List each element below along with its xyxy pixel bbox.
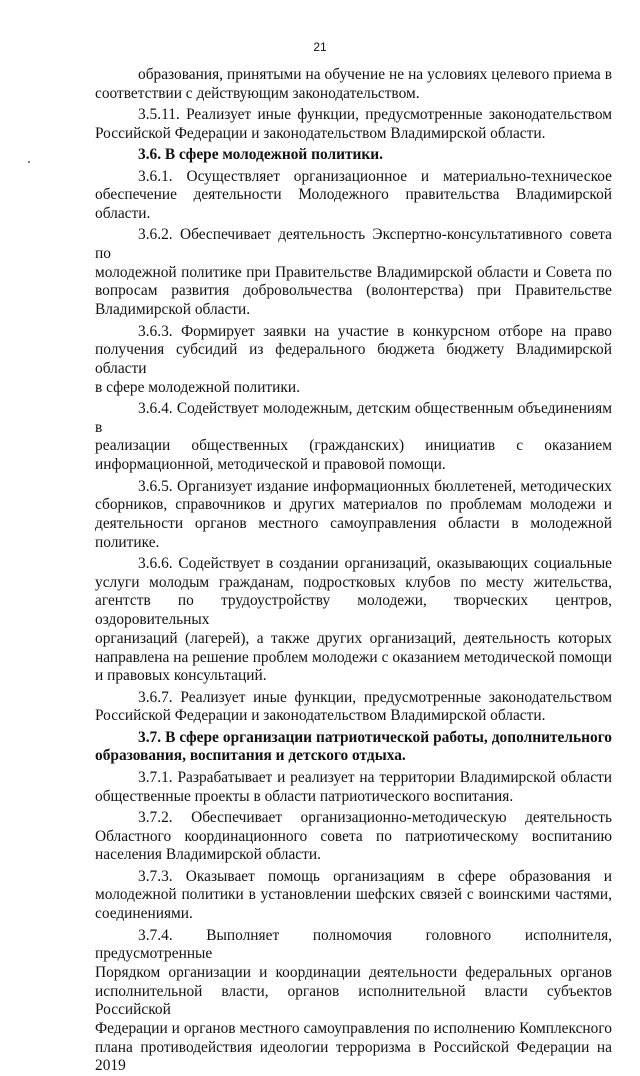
- paragraph-line: Федерации и органов местного самоуправления по исполнению Комплексного: [95, 1020, 612, 1038]
- paragraph-line: молодежной политики в установлении шефских связей с воинскими частями,: [95, 886, 612, 904]
- paragraph-line: получения субсидий из федерального бюджета бюджету Владимирской области: [95, 341, 612, 377]
- paragraph-line: Порядком организации и координации деятельности федеральных органов: [95, 963, 612, 981]
- paragraph-line: обеспечение деятельности Молодежного правительства Владимирской области.: [95, 186, 612, 222]
- paragraph-line-first: 3.6.3. Формирует заявки на участие в конкурсном отборе на право: [138, 322, 612, 340]
- paragraph-line: Российской Федерации и законодательством Владимирской области.: [95, 124, 546, 142]
- paragraph-line: организаций (лагерей), а также других организаций, деятельность которых: [95, 629, 612, 647]
- paragraph-line: образования, воспитания и детского отдыха.: [95, 747, 406, 765]
- paragraph-line: соединениями.: [95, 905, 193, 923]
- paragraph-line-first: 3.7.2. Обеспечивает организационно-методическую деятельность: [138, 808, 612, 826]
- paragraph-line: плана противодействия идеологии терроризма в Российской Федерации на 2019: [95, 1038, 612, 1075]
- paragraph-line: населения Владимирской области.: [95, 846, 321, 864]
- paragraph-line: Владимирской области.: [95, 301, 251, 319]
- paragraph-line-first: 3.6.4. Содействует молодежным, детским общественным объединениям в: [95, 400, 612, 436]
- document-body: [95, 66, 612, 1076]
- paragraph-line: вопросам развития добровольчества (волонтерства) при Правительстве: [95, 282, 612, 300]
- page-number: 21: [313, 40, 327, 54]
- paragraph-line: Областного координационного совета по патриотическому воспитанию: [95, 827, 612, 845]
- paragraph-line-first: 3.6. В сфере молодежной политики.: [138, 146, 383, 164]
- paragraph-line: информационной, методической и правовой помощи.: [95, 456, 446, 474]
- paragraph-line-first: 3.7.4. Выполняет полномочия головного исполнителя, предусмотренные: [95, 926, 612, 963]
- paragraph-line: Российской Федерации и законодательством Владимирской области.: [95, 707, 546, 725]
- paragraph-line: направлена на решение проблем молодежи с оказанием методической помощи: [95, 648, 612, 666]
- paragraph-line: молодежной политике при Правительстве Владимирской области и Совета по: [95, 263, 612, 281]
- paragraph-line-first: 3.6.2. Обеспечивает деятельность Экспертно-консультативного совета по: [95, 226, 612, 263]
- paragraph-line: в сфере молодежной политики.: [95, 378, 300, 396]
- paragraph-line: сборников, справочников и других материалов по проблемам молодежи и: [95, 496, 612, 514]
- paragraph-line-first: 3.7.3. Оказывает помощь организациям в сфере образования и: [138, 867, 612, 885]
- paragraph-line-first: 3.6.7. Реализует иные функции, предусмотренные законодательством: [138, 688, 612, 706]
- paragraph-line: агентств по трудоустройству молодежи, творческих центров, оздоровительных: [95, 592, 612, 629]
- paragraph-line-first: 3.7.1. Разрабатывает и реализует на территории Владимирской области: [138, 768, 612, 786]
- paragraph-line-first: 3.6.6. Содействует в создании организаций, оказывающих социальные: [138, 555, 612, 573]
- paragraph-line-first: образования, принятыми на обучение не на условиях целевого приема в: [138, 66, 612, 83]
- paragraph-line-first: 3.6.5. Организует издание информационных бюллетеней, методических: [138, 477, 612, 495]
- margin-dot: [28, 161, 30, 163]
- paragraph-line-first: 3.7. В сфере организации патриотической работы, дополнительного: [138, 728, 612, 746]
- paragraph-line: политике.: [95, 533, 160, 551]
- paragraph-line-first: 3.5.11. Реализует иные функции, предусмотренные законодательством: [138, 106, 612, 124]
- paragraph-line: деятельности органов местного самоуправления области в молодежной: [95, 514, 612, 532]
- paragraph-line-first: 3.6.1. Осуществляет организационное и материально-техническое: [138, 167, 612, 185]
- paragraph-line: исполнительной власти, органов исполнительной власти субъектов Российской: [95, 982, 612, 1019]
- paragraph-line: реализации общественных (гражданских) инициатив с оказанием: [95, 437, 612, 455]
- paragraph-line: соответствии с действующим законодательством.: [95, 84, 420, 102]
- paragraph-line: и правовых консультаций.: [95, 667, 267, 685]
- paragraph-line: общественные проекты в области патриотического воспитания.: [95, 787, 514, 805]
- paragraph-line: услуги молодым гражданам, подростковых клубов по месту жительства,: [95, 573, 612, 591]
